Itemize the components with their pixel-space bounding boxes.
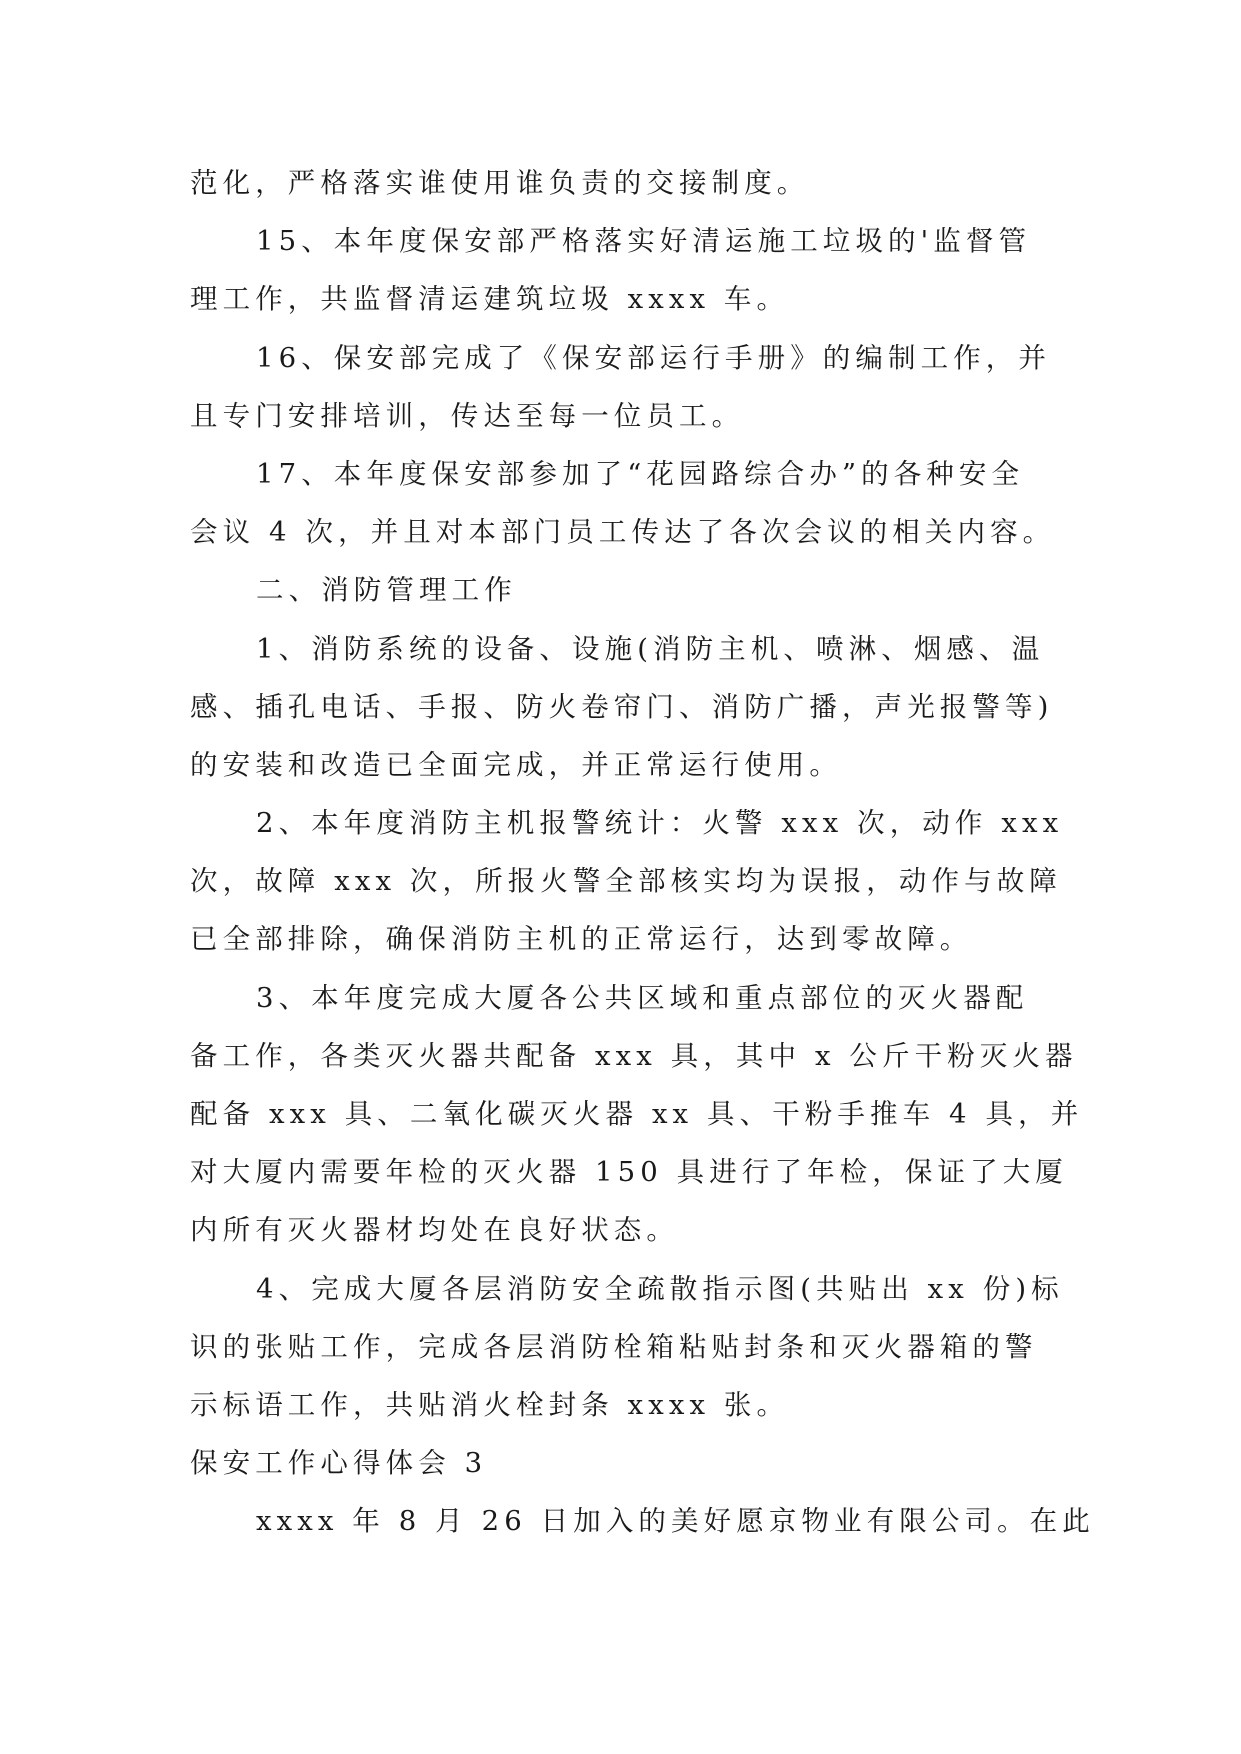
- document-body: [190, 154, 1095, 1551]
- text-line: 内所有灭火器材均处在良好状态。: [190, 1214, 679, 1247]
- text-line: 17、本年度保安部参加了“花园路综合办”的各种安全: [256, 457, 1025, 490]
- text-line: 示标语工作，共贴消火栓封条 xxxx 张。: [190, 1388, 790, 1421]
- text-line: 对大厦内需要年检的灭火器 150 具进行了年检，保证了大厦: [190, 1156, 1068, 1189]
- text-line: 的安装和改造已全面完成，并正常运行使用。: [190, 748, 842, 781]
- text-line: 次，故障 xxx 次，所报火警全部核实均为误报，动作与故障: [190, 865, 1062, 898]
- text-line: 识的张贴工作，完成各层消防栓箱粘贴封条和灭火器箱的警: [190, 1330, 1038, 1363]
- section-heading: 二、消防管理工作: [256, 574, 517, 607]
- text-line: 已全部排除，确保消防主机的正常运行，达到零故障。: [190, 923, 973, 956]
- text-line: 备工作，各类灭火器共配备 xxx 具，其中 x 公斤干粉灭火器: [190, 1039, 1078, 1072]
- text-line: 感、插孔电话、手报、防火卷帘门、消防广播，声光报警等): [190, 690, 1054, 723]
- text-line: 理工作，共监督清运建筑垃圾 xxxx 车。: [190, 283, 790, 316]
- text-line: 范化，严格落实谁使用谁负责的交接制度。: [190, 167, 810, 199]
- text-line: 2、本年度消防主机报警统计：火警 xxx 次，动作 xxx: [256, 807, 1064, 840]
- text-line: 1、消防系统的设备、设施(消防主机、喷淋、烟感、温: [256, 632, 1045, 665]
- text-line: 3、本年度完成大厦各公共区域和重点部位的灭火器配: [256, 981, 1029, 1014]
- text-line: 会议 4 次，并且对本部门员工传达了各次会议的相关内容。: [190, 516, 1056, 549]
- text-line: xxxx 年 8 月 26 日加入的美好愿京物业有限公司。在此: [256, 1505, 1095, 1538]
- text-line: 15、本年度保安部严格落实好清运施工垃圾的'监督管: [256, 225, 1032, 258]
- document-title: 保安工作心得体会 3: [190, 1447, 488, 1480]
- text-line: 4、完成大厦各层消防安全疏散指示图(共贴出 xx 份)标: [256, 1272, 1064, 1305]
- text-line: 16、保安部完成了《保安部运行手册》的编制工作，并: [256, 341, 1051, 374]
- text-line: 且专门安排培训，传达至每一位员工。: [190, 399, 745, 432]
- text-line: 配备 xxx 具、二氧化碳灭火器 xx 具、干粉手推车 4 具，并: [190, 1098, 1084, 1130]
